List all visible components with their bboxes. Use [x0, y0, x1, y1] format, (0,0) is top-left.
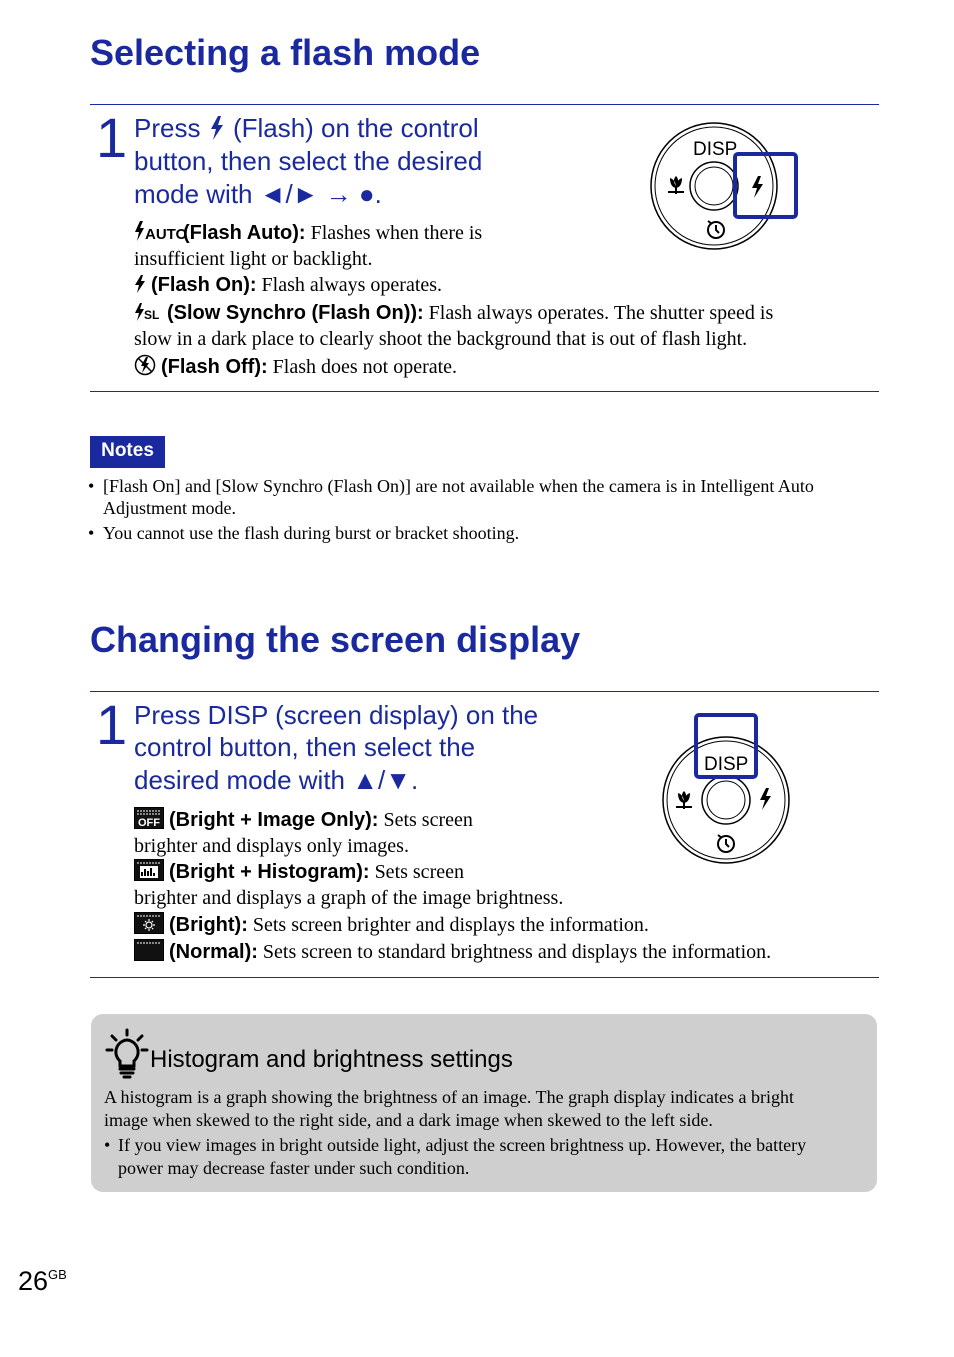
step2-instruction-line-3: desired mode with ▲/▼.	[134, 765, 419, 795]
bright-histogram-desc-cont: brighter and displays a graph of the image brightness.	[134, 887, 564, 909]
up-down-arrows: ▲/▼	[352, 765, 411, 795]
flash-auto-icon	[134, 220, 188, 243]
flash-auto-desc-cont: insufficient light or backlight.	[134, 248, 373, 270]
flash-on-icon	[134, 274, 146, 294]
flash-off-icon	[134, 354, 156, 376]
center-button-dot-icon: ●	[358, 179, 375, 209]
tip-bullet-marker: •	[104, 1135, 111, 1155]
bright-image-only-icon	[134, 807, 164, 829]
control-wheel-flash-highlight	[648, 120, 803, 255]
bright-histogram-icon	[134, 859, 164, 881]
section-title-screen-display: Changing the screen display	[90, 619, 581, 660]
bright-image-only-item: OFF (Bright + Image Only): Sets screen	[134, 807, 473, 833]
flash-auto-item: AUTO (Flash Auto): Flashes when there is	[134, 220, 482, 246]
step-number: 1	[96, 106, 128, 169]
note-1-line-2: Adjustment mode.	[103, 498, 236, 518]
step-number-2: 1	[96, 693, 128, 756]
bright-icon	[134, 912, 164, 934]
step-instruction-line-2: button, then select the desired	[134, 146, 483, 176]
lightbulb-tip-icon	[104, 1026, 150, 1080]
section-rule-bottom-2	[90, 977, 879, 978]
step-instruction-line-1: Press (Flash) on the control	[134, 113, 479, 143]
section-title-flash-mode: Selecting a flash mode	[90, 32, 481, 73]
tip-paragraph-line-2: image when skewed to the right side, and a dark image when skewed to the left side.	[104, 1110, 713, 1130]
bright-image-only-desc-cont: brighter and displays only images.	[134, 835, 409, 857]
step-instruction-line-3: mode with ◄/► → ●.	[134, 179, 382, 209]
left-right-arrows: ◄/►	[259, 179, 319, 209]
control-wheel-disp-highlight	[658, 710, 798, 870]
section-rule-top-2	[90, 691, 879, 692]
normal-icon	[134, 939, 164, 961]
tip-title: Histogram and brightness settings	[150, 1046, 513, 1073]
note-2-line-1: You cannot use the flash during burst or bracket shooting.	[103, 523, 520, 543]
slow-synchro-desc-cont: slow in a dark place to clearly shoot the background that is out of flash light.	[134, 328, 748, 350]
flash-on-item: (Flash On): Flash always operates.	[134, 272, 442, 298]
tip-bullet-line-1: If you view images in bright outside light, adjust the screen brightness up. However, the battery	[118, 1135, 807, 1155]
step2-instruction-line-1: Press DISP (screen display) on the	[134, 700, 539, 730]
note-bullet-1: •	[88, 476, 95, 496]
slow-synchro-icon	[134, 302, 162, 322]
disp-label: DISP	[704, 754, 749, 775]
step2-instruction-line-2: control button, then select the	[134, 732, 476, 762]
arrow-right-icon: →	[325, 179, 352, 209]
section-rule-bottom	[90, 391, 879, 392]
note-bullet-2: •	[88, 523, 95, 543]
notes-label: Notes	[90, 436, 165, 468]
note-1-line-1: [Flash On] and [Slow Synchro (Flash On)] are not available when the camera is in Intelligent Auto	[103, 476, 814, 496]
svg-text:AUTO: AUTO	[145, 226, 188, 243]
bright-item: (Bright): Sets screen brighter and displays the information.	[134, 912, 649, 938]
svg-text:OFF: OFF	[138, 817, 160, 829]
tip-paragraph-line-1: A histogram is a graph showing the brightness of an image. The graph display indicates a bright	[104, 1087, 795, 1107]
svg-text:SL: SL	[144, 308, 160, 322]
tip-bullet-line-2: power may decrease faster under such condition.	[118, 1158, 470, 1178]
slow-synchro-item: SL (Slow Synchro (Flash On)): Flash always operates. The shutter speed is	[134, 300, 773, 326]
flash-off-item: (Flash Off): Flash does not operate.	[134, 354, 457, 380]
normal-item: (Normal): Sets screen to standard brightness and displays the information.	[134, 939, 771, 965]
page-number: $26^{GB}$	[18, 1266, 67, 1296]
section-rule-top	[90, 104, 879, 105]
bright-histogram-item: (Bright + Histogram): Sets screen	[134, 859, 464, 885]
disp-label: DISP	[693, 139, 738, 160]
flash-icon	[208, 115, 226, 141]
